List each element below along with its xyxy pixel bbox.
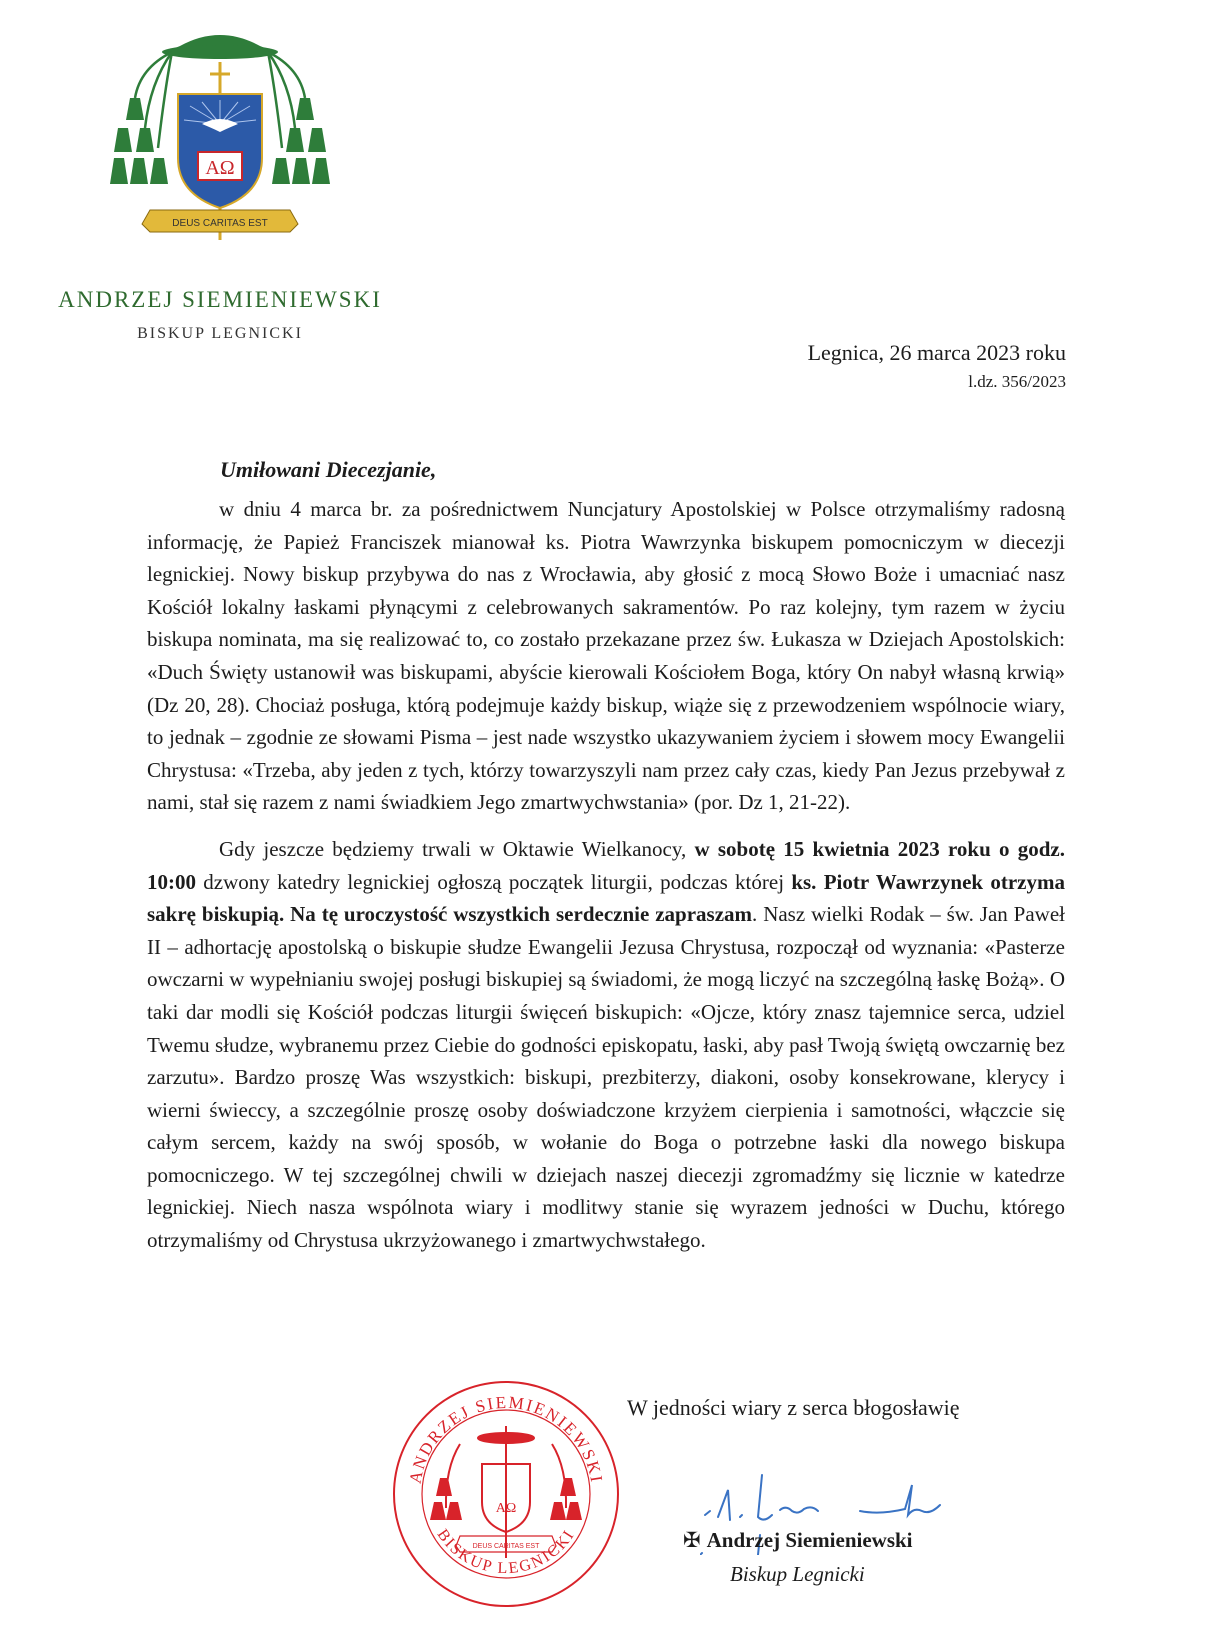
author-title: BISKUP LEGNICKI [137, 325, 303, 342]
paragraph-1: w dniu 4 marca br. za pośrednictwem Nuncjatury Apostolskiej w Polsce otrzymaliśmy radosną informację, że Papież Franciszek mianował ks. Piotra Wawrzynka biskupem pomocniczym w diecezji legnickiej. Nowy biskup przybywa do nas z Wrocławia, aby głosić z mocą Słowo Boże i umacniać nasz Kościół lokalny łaskami płynącymi z celebrowanych sakramentów. Po raz kolejny, tym razem w życiu biskupa nominata, ma się realizować to, co zostało przekazane przez św. Łukasza w Dziejach Apostolskich: «Duch Święty ustanowił was biskupami, abyście kierowali Kościołem Boga, który On nabył własną krwią» (Dz 20, 28). Chociaż posługa, którą podejmuje każdy biskup, wiąże się z przewodzeniem wspólnocie wiary, to jednak – zgodnie ze słowami Pisma – jest nade wszystko ukazywaniem życiem i słowem mocy Ewangelii Chrystusa: «Trzeba, aby jeden z tych, którzy towarzyszyli nam przez cały czas, kiedy Pan Jezus przebywał z nami, stał się razem z nami świadkiem Jego zmartwychwstania» (por. Dz 1, 21-22). [147, 497, 1065, 815]
paragraph-2-text: Gdy jeszcze będziemy trwali w Oktawie Wielkanocy, [219, 836, 695, 861]
salutation: Umiłowani Diecezjanie, [220, 457, 437, 482]
paragraph-2 [147, 833, 1065, 1257]
motto-text: DEUS CARITAS EST [172, 218, 268, 229]
seal-motto: DEUS CARITAS EST [472, 1543, 540, 1550]
seal-letters: AΩ [495, 1501, 517, 1516]
author-name: ANDRZEJ SIEMIENIEWSKI [58, 287, 382, 312]
seal-top-text: ANDRZEJ SIEMIENIEWSKI [405, 1392, 607, 1486]
seal-coat-icon [446, 1426, 566, 1558]
place-date: Legnica, 26 marca 2023 roku [807, 340, 1066, 365]
reference-number: l.dz. 356/2023 [968, 372, 1066, 391]
letter-body [147, 493, 1065, 1257]
paragraph-2-text: . Nasz wielki Rodak – św. Jan Paweł II – adhortację apostolską o biskupie słudze Ewangelii Jezusa Chrystusa, rozpoczął od wyznania: «Pasterze owczarni w wypełnianiu swojej posługi biskupiej są świadomi, że mogą liczyć na szczególną łaskę Bożą». O taki dar modli się Kościół podczas liturgii święceń biskupich: «Ojcze, który znasz tajemnice serca, udziel Twemu słudze, wybranemu przez Ciebie do godności episkopatu, łaski, aby pasł Twoją świętą owczarnię bez zarzutu». Bardzo proszę Was wszystkich: biskupi, prezbiterzy, diakoni, osoby konsekrowane, klerycy i wierni świeccy, a szczególnie proszę osoby doświadczone krzyżem cierpienia i samotności, włączcie się całym sercem, każdy na swój sposób, w wołanie do Boga o potrzebne łaski dla nowego biskupa pomocniczego. W tej szczególnej chwili w dziejach naszej diecezji zgromadźmy się licznie w katedrze legnickiej. Niech nasza wspólnota wiary i modlitwy stanie się wyrazem jedności w Duchu, którego otrzymaliśmy od Chrystusa ukrzyżowanego i zmartwychwstałego. [147, 902, 1065, 1253]
signatory-name-text: Andrzej Siemieniewski [706, 1528, 913, 1552]
shield-letters: AΩ [205, 157, 235, 179]
signatory-role: Biskup Legnicki [730, 1562, 865, 1586]
signatory-name [683, 1528, 913, 1553]
episcopal-seal [390, 1378, 622, 1610]
invitation: ks. Piotr Wawrzynek otrzyma sakrę biskupią. Na tę uroczystość wszystkich serdecznie zapraszam [147, 869, 1065, 927]
seal-bottom-text: BISKUP LEGNICKI [433, 1526, 579, 1578]
episcopal-cross-icon: ✠ [683, 1528, 701, 1552]
paragraph-2-text: dzwony katedry legnickiej ogłoszą początek liturgii, podczas której [196, 869, 792, 894]
coat-of-arms [110, 28, 330, 256]
closing-blessing: W jedności wiary z serca błogosławię [627, 1395, 960, 1420]
event-date: w sobotę 15 kwietnia 2023 roku o godz. 10:00 [147, 836, 1065, 894]
